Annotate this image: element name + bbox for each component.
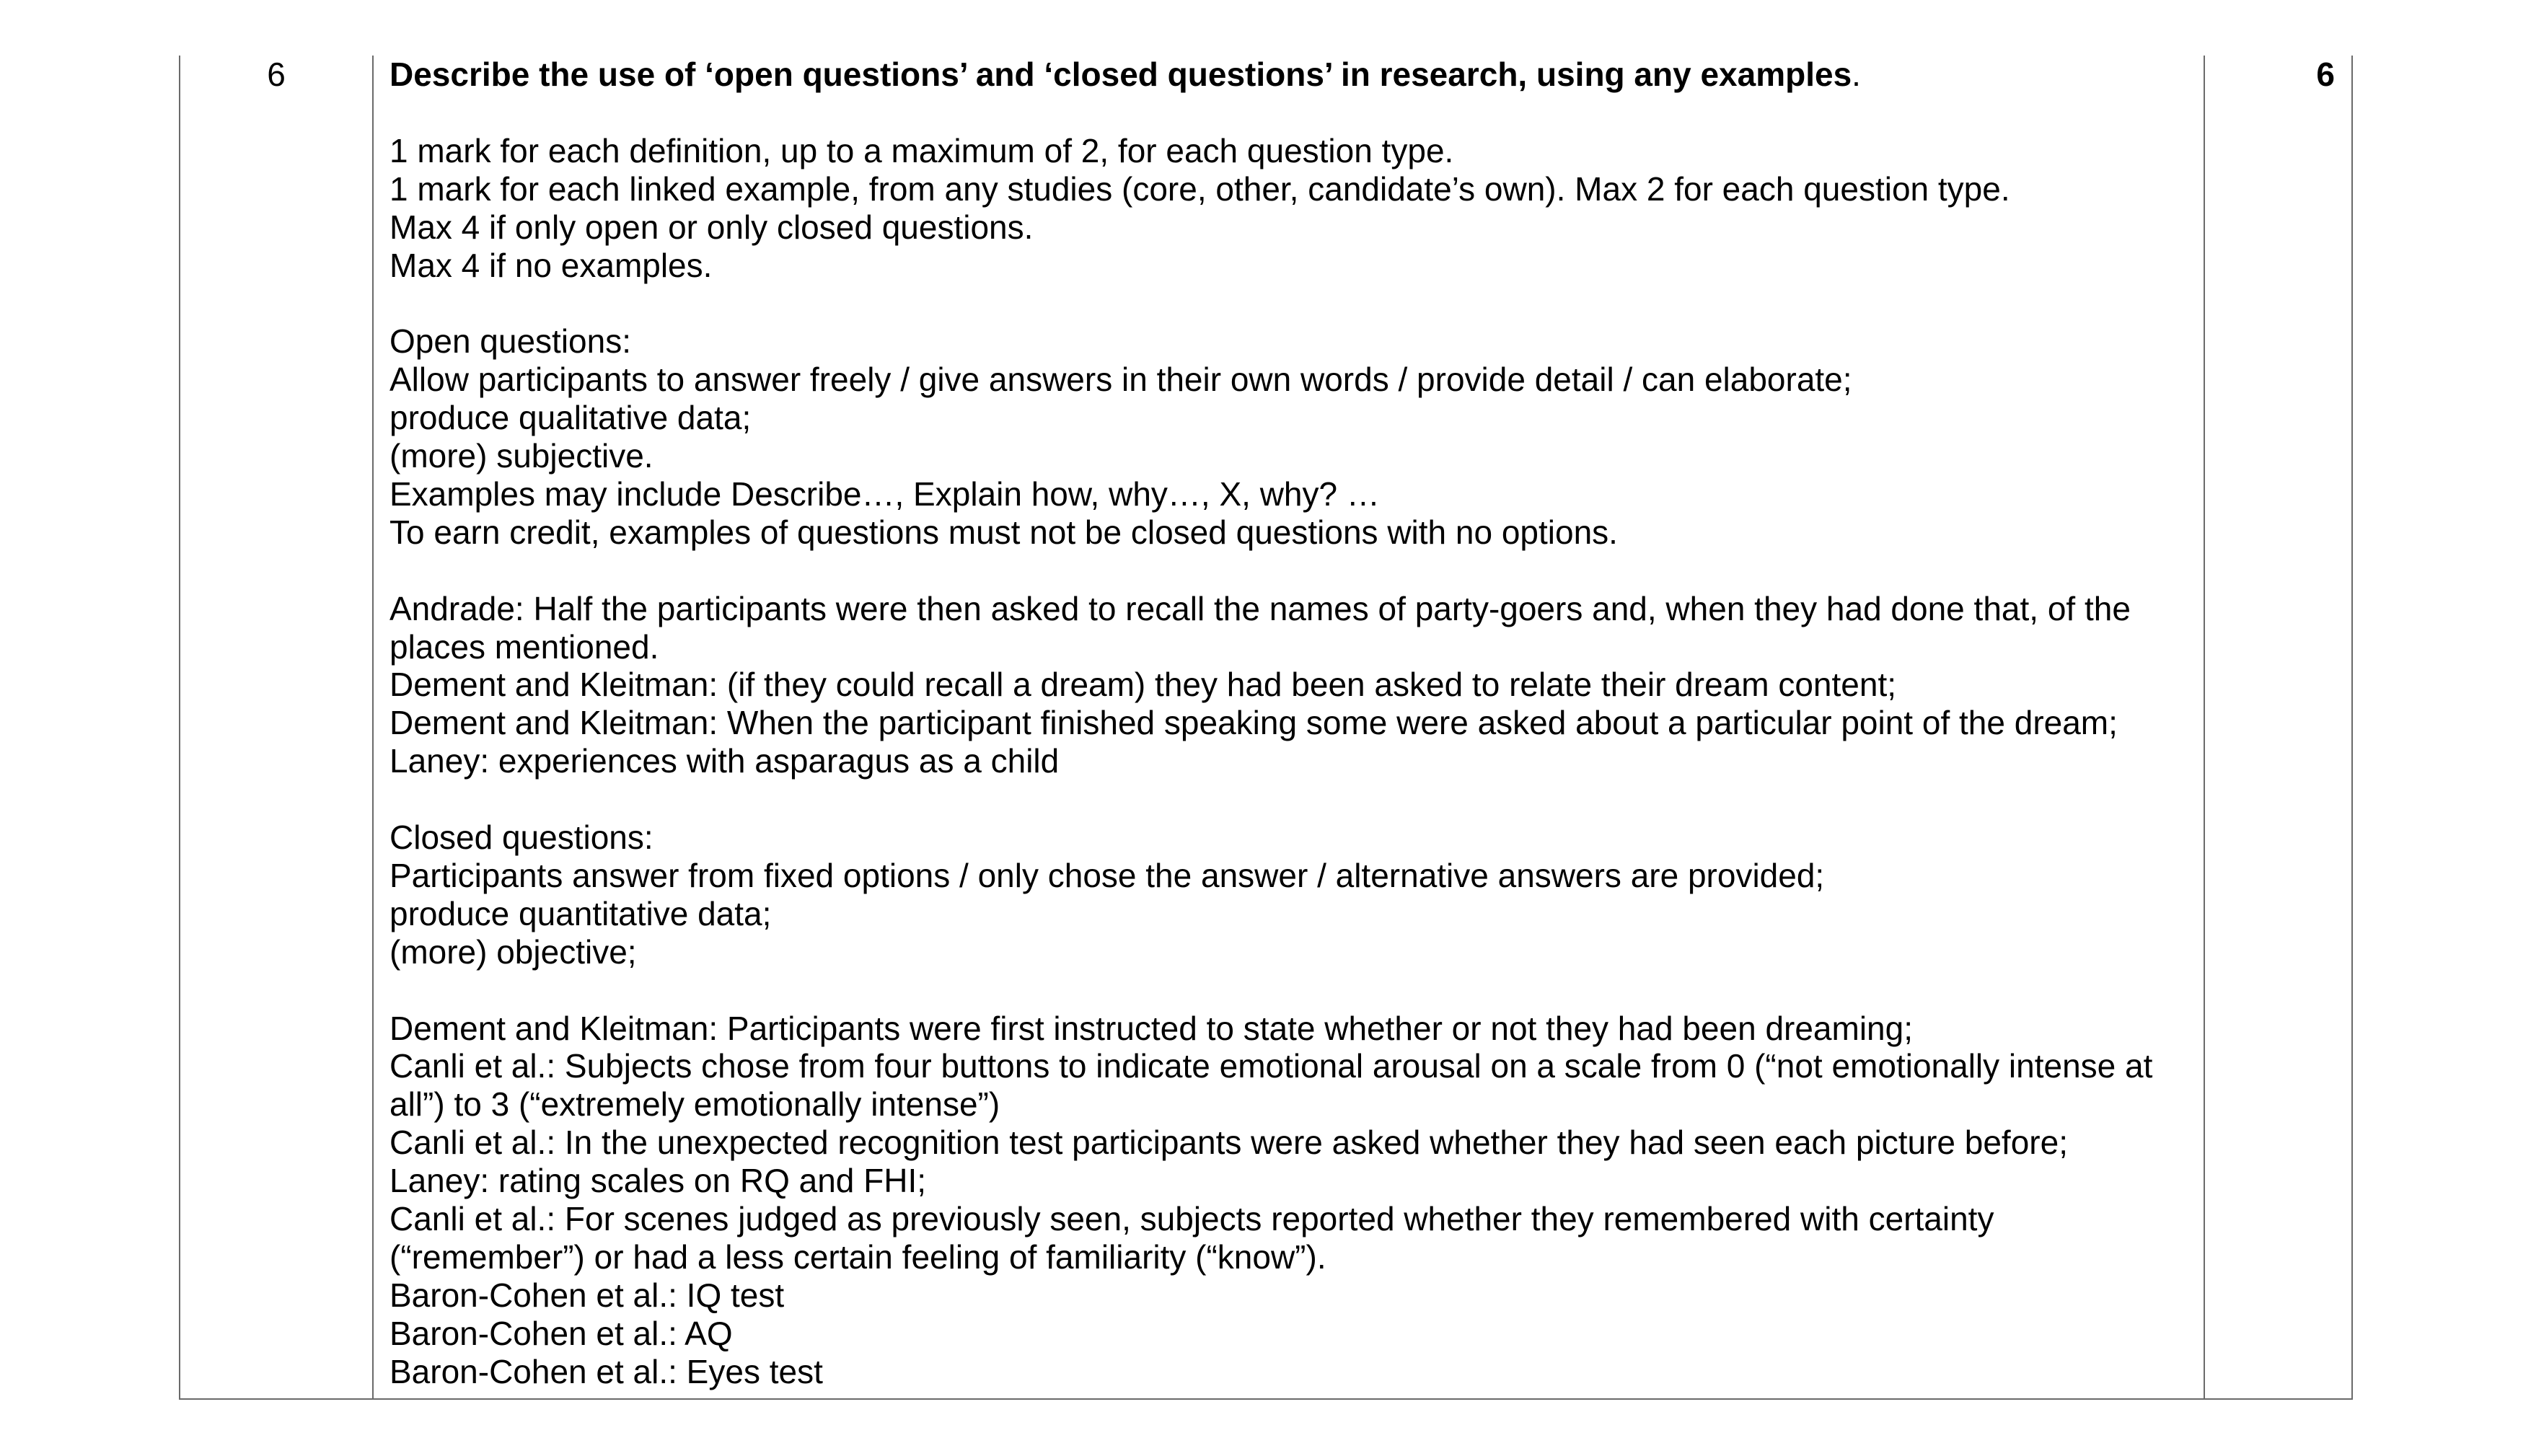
column-divider (372, 56, 374, 1398)
open-questions-point: Examples may include Describe…, Explain how, why…, X, why? … (389, 475, 1380, 513)
marks-total: 6 (2316, 56, 2335, 93)
spacer (389, 780, 2196, 819)
spacer (389, 552, 2196, 590)
open-questions-example: Andrade: Half the participants were then asked to recall the names of party-goers and, when they had done that, of the places mentioned. (389, 589, 2131, 666)
question-prompt-end: . (1852, 56, 1861, 93)
spacer (389, 284, 2196, 322)
open-questions-point: produce qualitative data; (389, 399, 752, 437)
open-questions-example: Dement and Kleitman: When the participant finished speaking some were asked about a particular point of the dream; (389, 704, 2118, 742)
closed-questions-example: Baron-Cohen et al.: AQ (389, 1314, 733, 1352)
open-questions-example: Dement and Kleitman: (if they could recall a dream) they had been asked to relate their dream content; (389, 666, 1897, 704)
column-divider (2204, 56, 2205, 1398)
closed-questions-point: Participants answer from fixed options / only chose the answer / alternative answers are provided; (389, 856, 1825, 894)
guidance-line: Max 4 if only open or only closed questions. (389, 208, 1034, 246)
mark-scheme-table (179, 56, 2353, 1400)
closed-questions-example: Canli et al.: For scenes judged as previously seen, subjects reported whether they remembered with certainty (“remember”) or had a less certain feeling of familiarity (“know”). (389, 1200, 1994, 1276)
closed-questions-example: Laney: rating scales on RQ and FHI; (389, 1162, 927, 1200)
open-questions-example: Laney: experiences with asparagus as a child (389, 742, 1060, 780)
guidance-line: 1 mark for each linked example, from any studies (core, other, candidate’s own). Max 2 for each question type. (389, 169, 2010, 208)
closed-questions-heading: Closed questions: (389, 819, 653, 857)
closed-questions-example: Dement and Kleitman: Participants were first instructed to state whether or not they had been dreaming; (389, 1009, 1914, 1047)
spacer (389, 971, 2196, 1010)
closed-questions-example: Baron-Cohen et al.: Eyes test (389, 1352, 823, 1390)
closed-questions-point: (more) objective; (389, 932, 637, 971)
spacer (389, 94, 2196, 132)
closed-questions-example: Canli et al.: In the unexpected recognition test participants were asked whether they had seen each picture before; (389, 1124, 2068, 1162)
closed-questions-example: Baron-Cohen et al.: IQ test (389, 1276, 785, 1314)
guidance-line: Max 4 if no examples. (389, 246, 713, 284)
question-prompt (389, 56, 2196, 94)
open-questions-point: To earn credit, examples of questions must not be closed questions with no options. (389, 513, 1618, 551)
question-number: 6 (267, 56, 286, 93)
answer-cell (389, 56, 2196, 1391)
closed-questions-point: produce quantitative data; (389, 894, 772, 932)
open-questions-point: (more) subjective. (389, 437, 653, 475)
question-prompt-text: Describe the use of ‘open questions’ and ‘closed questions’ in research, using any examples (389, 56, 1852, 93)
open-questions-heading: Open questions: (389, 322, 632, 361)
closed-questions-example: Canli et al.: Subjects chose from four buttons to indicate emotional arousal on a scale from 0 (“not emotionally intense at all”) to 3 (“extremely emotionally intense”) (389, 1047, 2153, 1124)
guidance-line: 1 mark for each definition, up to a maximum of 2, for each question type. (389, 131, 1454, 169)
open-questions-point: Allow participants to answer freely / give answers in their own words / provide detail / can elaborate; (389, 361, 1852, 399)
